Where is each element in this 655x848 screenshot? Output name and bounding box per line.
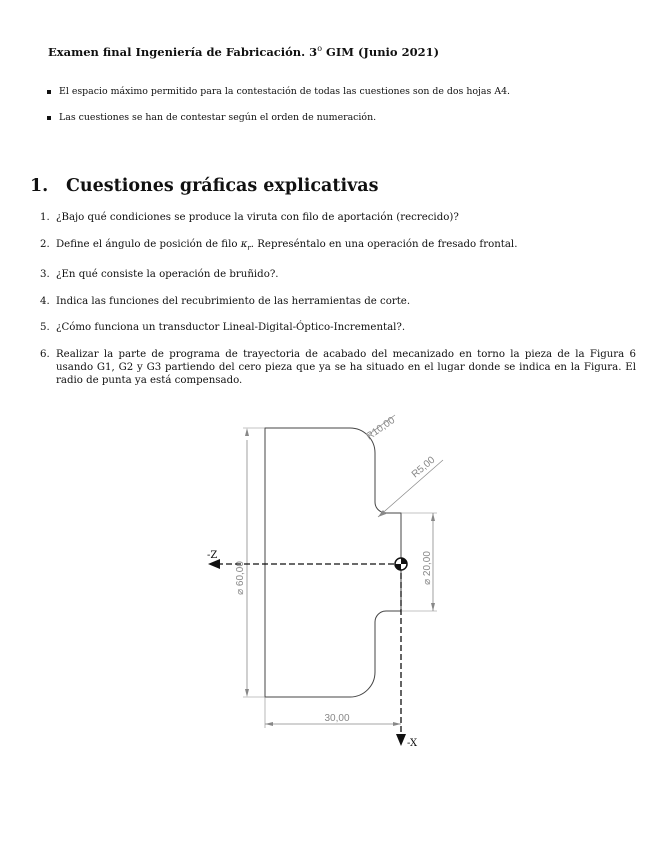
question-item xyxy=(30,348,636,387)
exam-header xyxy=(48,44,439,59)
question-text: ¿Cómo funciona un transductor Lineal-Digital-Óptico-Incremental?. xyxy=(56,322,406,334)
question-number: 5. xyxy=(40,322,50,334)
kappa-subscript: r xyxy=(247,243,251,252)
question-text: Define el ángulo de posición de filo xyxy=(56,238,241,250)
kappa-letter: κ xyxy=(240,238,248,250)
dim-d60-arrow-top xyxy=(245,428,249,436)
dim-d20-label: ⌀ 20,00 xyxy=(422,551,433,585)
instructions-list xyxy=(45,86,625,138)
header-title-sup: o xyxy=(317,44,323,53)
questions-list xyxy=(30,211,636,400)
question-item xyxy=(30,238,636,255)
part-drawing xyxy=(195,400,455,760)
instruction-item: El espacio máximo permitido para la contestación de todas las cuestiones son de dos hojas A4. xyxy=(45,86,625,98)
question-item xyxy=(30,295,636,308)
section-title: Cuestiones gráficas explicativas xyxy=(66,176,379,196)
dim-30-label: 30,00 xyxy=(324,713,350,724)
dim-d20-arrow-bottom xyxy=(431,603,435,611)
z-axis-label: -Z xyxy=(207,550,218,561)
dim-d20-arrow-top xyxy=(431,513,435,521)
question-text: ¿Bajo qué condiciones se produce la viruta con filo de aportación (recrecido)? xyxy=(56,212,459,223)
question-text: Indica las funciones del recubrimiento de las herramientas de corte. xyxy=(56,295,411,307)
section-number: 1. xyxy=(30,176,49,196)
dim-r10-label: R10,00 xyxy=(364,414,398,443)
dim-d60-arrow-bottom xyxy=(245,689,249,697)
question-number: 4. xyxy=(40,295,50,307)
question-number: 1. xyxy=(40,212,50,223)
instruction-item: Las cuestiones se han de contestar según el orden de numeración. xyxy=(45,112,625,124)
dim-r5-leader xyxy=(378,460,443,517)
section-heading xyxy=(30,176,379,196)
question-number: 3. xyxy=(40,269,50,281)
work-zero-icon xyxy=(395,558,407,570)
dim-r5-label: R5,00 xyxy=(409,454,438,481)
x-axis-arrow xyxy=(396,734,406,746)
question-text: Realizar la parte de programa de trayectoria de acabado del mecanizado en torno la pieza de la Figura 6 usando G1, G2 y G3 partiendo del cero pieza que ya se ha situado en el lugar donde se indica en la Figura. El radio de punta ya está compensado. xyxy=(56,348,636,386)
question-text: ¿En qué consiste la operación de bruñido?. xyxy=(56,269,279,281)
question-number: 6. xyxy=(40,348,50,360)
question-item xyxy=(30,268,636,281)
dim-30-arrow-left xyxy=(265,722,273,726)
dim-d60-label: ⌀ 60,00 xyxy=(235,561,246,595)
dim-30-arrow-right xyxy=(393,722,401,726)
header-title-pre: Examen final Ingeniería de Fabricación. 3 xyxy=(48,44,318,59)
x-axis-label: -X xyxy=(407,738,418,749)
question-number: 2. xyxy=(40,238,50,250)
kappa-symbol xyxy=(241,239,251,250)
question-item xyxy=(30,211,636,224)
header-title-post: GIM (Junio 2021) xyxy=(322,44,440,59)
question-text-post: . Represéntalo en una operación de fresado frontal. xyxy=(250,238,518,250)
question-item xyxy=(30,321,636,334)
part-outline xyxy=(265,428,401,697)
